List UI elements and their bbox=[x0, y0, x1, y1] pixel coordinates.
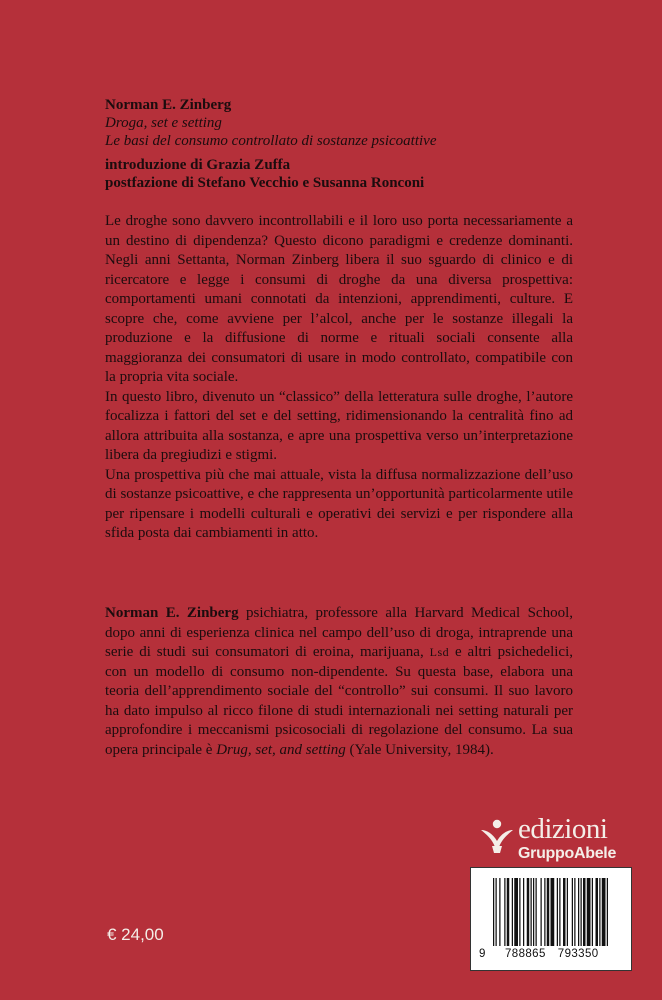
barcode-bar bbox=[587, 878, 591, 946]
bio-author-name: Norman E. Zinberg bbox=[105, 605, 239, 621]
barcode-bar bbox=[572, 878, 573, 946]
barcode-bars bbox=[493, 878, 611, 946]
barcode-bar bbox=[574, 878, 575, 946]
author-bio bbox=[105, 604, 573, 760]
price-label: € 24,00 bbox=[107, 925, 164, 944]
barcode-bar bbox=[559, 878, 560, 946]
barcode-bar bbox=[499, 878, 500, 946]
barcode-bar bbox=[519, 878, 520, 946]
barcode-bar bbox=[599, 878, 600, 946]
barcode-digits bbox=[479, 948, 625, 960]
barcode-bar bbox=[578, 878, 579, 946]
bio-work-title: Drug, set, and setting bbox=[216, 741, 346, 758]
stylized-figure-icon bbox=[478, 815, 516, 855]
bio-text-a: psichiatra, professore alla Harvard Medical School, dopo anni di esperienza clinica nel campo dell’uso di droga, intraprende una serie di studi sui consumatori di eroina, marijuana, bbox=[105, 605, 573, 660]
barcode-bar bbox=[544, 878, 545, 946]
barcode-left-group: 788865 bbox=[505, 948, 546, 960]
barcode-bar bbox=[602, 878, 606, 946]
introduction-credit: introduzione di Grazia Zuffa bbox=[105, 157, 291, 173]
barcode-bar bbox=[547, 878, 550, 946]
bio-text-c: (Yale University, 1984). bbox=[345, 741, 494, 758]
barcode-bar bbox=[504, 878, 505, 946]
barcode-bar bbox=[531, 878, 532, 946]
barcode-first-digit: 9 bbox=[479, 948, 486, 960]
barcode-bar bbox=[527, 878, 530, 946]
barcode-bar bbox=[507, 878, 510, 946]
barcode-bar bbox=[557, 878, 558, 946]
barcode-bar bbox=[567, 878, 568, 946]
barcode-bar bbox=[523, 878, 524, 946]
barcode-bar bbox=[536, 878, 537, 946]
bio-text-b: e altri psichedelici, con un modello di consumo non-dipendente. Su questa base, elabora una teoria dell’apprendimento sociale del “controllo” sui consumi. Il suo lavoro ha dato impulso al ricco filone di studi internazionali nei setting naturali per approfondire i meccanismi psicosociali di regolazione del consumo. La sua opera principale è bbox=[105, 644, 573, 758]
blurb-paragraph-1: Le droghe sono davvero incontrollabili e il loro uso porta necessariamente a un destino di dipendenza? Questo dicono paradigmi e credenze dominanti. Negli anni Settanta, Norman Zinberg libera il suo sguardo di clinico e di ricercatore e legge i consumi di droghe da una diversa prospettiva: comportamenti umani connotati da intenzioni, apprendimenti, culture. E scopre che, come avviene per l’alcol, anche per le sostanze illegali la produzione e la diffusione di norme e rituali sociali consente alla maggioranza dei consumatori di usare in modo controllato, compatibile con la propria vita sociale. bbox=[105, 213, 573, 385]
book-title: Droga, set e setting bbox=[105, 115, 222, 131]
barcode-bar bbox=[541, 878, 542, 946]
barcode-bar bbox=[581, 878, 582, 946]
book-subtitle: Le basi del consumo controllato di sostanze psicoattive bbox=[105, 133, 437, 149]
barcode-bar bbox=[596, 878, 599, 946]
barcode-bar bbox=[551, 878, 555, 946]
barcode-bar bbox=[583, 878, 586, 946]
barcode-bar bbox=[563, 878, 566, 946]
blurb-paragraph-2: In questo libro, divenuto un “classico” della letteratura sulle droghe, l’autore focalizza i fattori del set e del setting, ridimensionando la centralità fino ad allora attribuita alla sostanza, e apre una prospettiva verso un’interpretazione libera da pregiudizi e stigmi. bbox=[105, 388, 573, 463]
barcode-bar bbox=[493, 878, 494, 946]
barcode-bar bbox=[512, 878, 513, 946]
publisher-group: GruppoAbele bbox=[518, 845, 617, 862]
author-bio-paragraph bbox=[105, 604, 573, 760]
postface-credit: postfazione di Stefano Vecchio e Susanna Ronconi bbox=[105, 175, 425, 191]
author-name: Norman E. Zinberg bbox=[105, 97, 232, 113]
barcode-bar bbox=[592, 878, 593, 946]
barcode-bar bbox=[514, 878, 518, 946]
barcode-bar bbox=[496, 878, 497, 946]
book-header bbox=[105, 96, 575, 192]
publisher-logo bbox=[478, 815, 618, 865]
publisher-name: edizioni bbox=[518, 813, 608, 845]
barcode-right-group: 793350 bbox=[557, 948, 599, 960]
bio-lsd: Lsd bbox=[429, 645, 450, 659]
isbn-barcode bbox=[470, 867, 632, 971]
blurb-paragraph-3: Una prospettiva più che mai attuale, vista la diffusa normalizzazione dell’uso di sostanze psicoattive, e che rappresenta un’opportunità particolarmente utile per ripensare i modelli culturali e operativi dei servizi e per rispondere alla sfida posta dai cambiamenti in atto. bbox=[105, 466, 573, 541]
back-cover-blurb bbox=[105, 212, 573, 544]
barcode-bar bbox=[533, 878, 534, 946]
barcode-bar bbox=[607, 878, 608, 946]
